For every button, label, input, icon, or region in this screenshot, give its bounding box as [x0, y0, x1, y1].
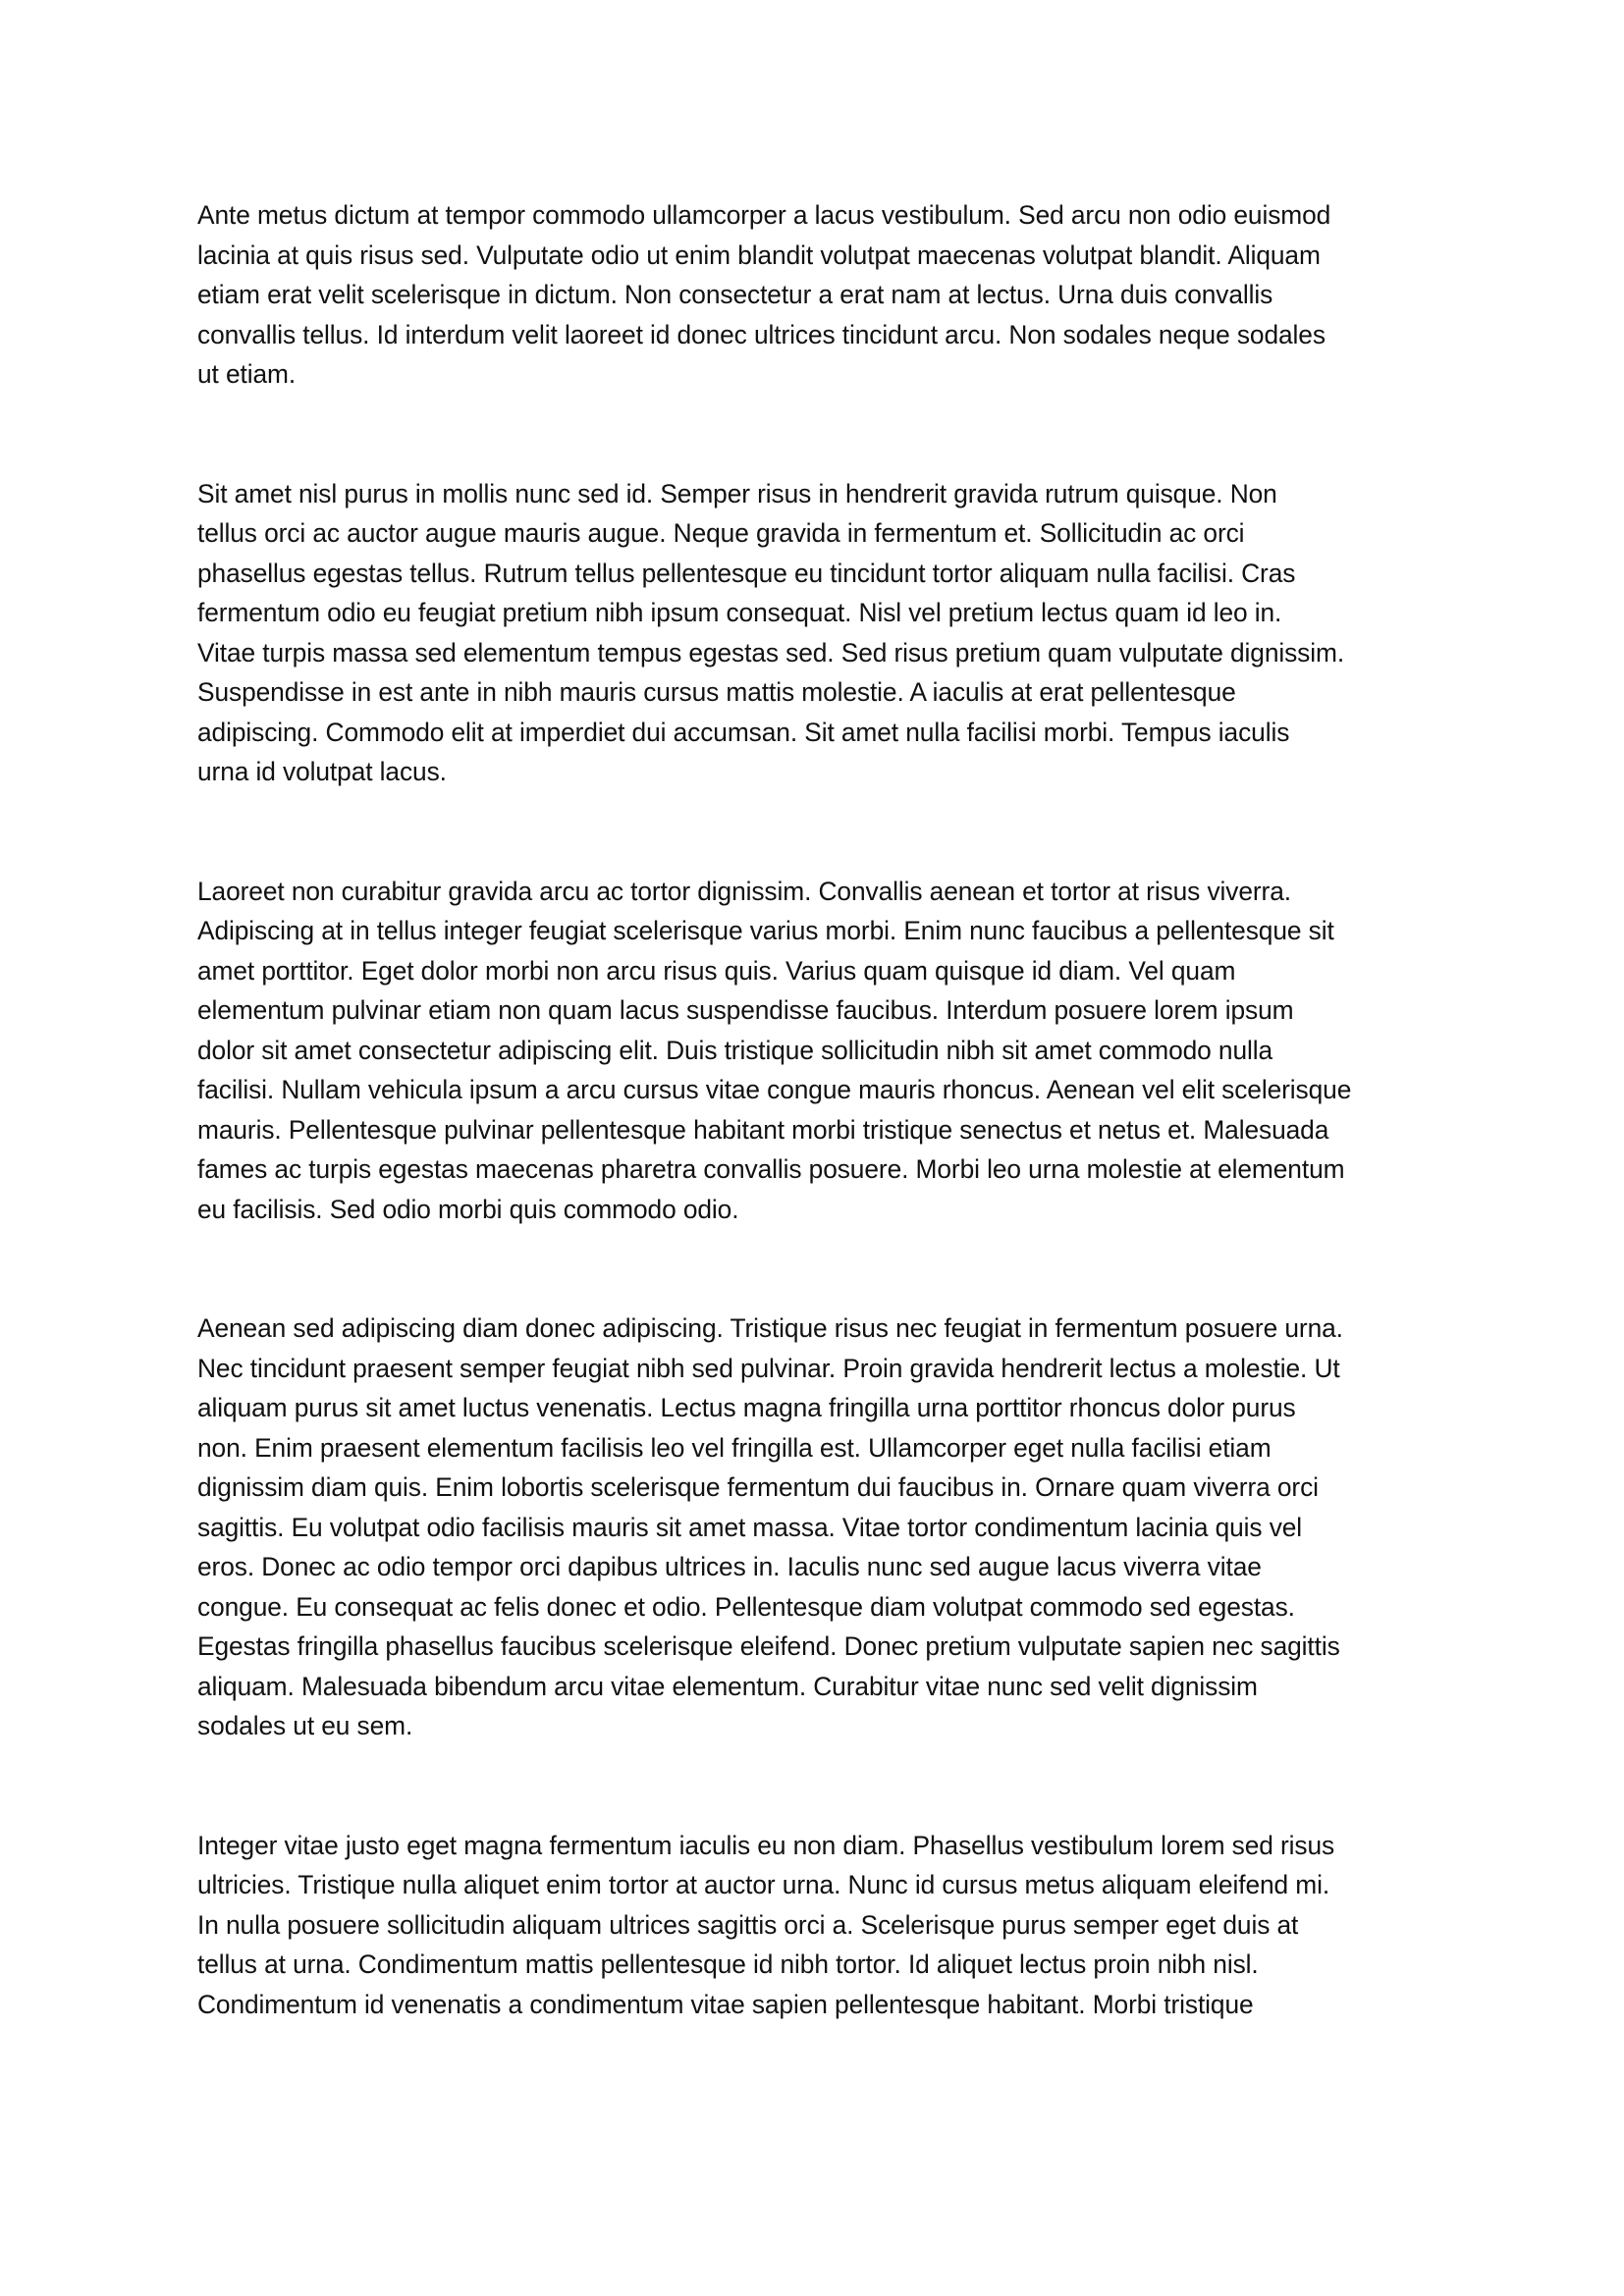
- text-line: tellus at urna. Condimentum mattis pellentesque id nibh tortor. Id aliquet lectus proin nibh nisl.: [197, 1949, 1259, 1979]
- paragraph-2: [197, 474, 1474, 792]
- text-line: Nec tincidunt praesent semper feugiat nibh sed pulvinar. Proin gravida hendrerit lectus a molestie. Ut: [197, 1353, 1340, 1383]
- text-line: fames ac turpis egestas maecenas pharetra convallis posuere. Morbi leo urna molestie at elementum: [197, 1154, 1345, 1184]
- document-body: [197, 195, 1474, 2104]
- text-line: dolor sit amet consectetur adipiscing elit. Duis tristique sollicitudin nibh sit amet commodo nulla: [197, 1035, 1273, 1065]
- paragraph-4: [197, 1308, 1474, 1746]
- text-line: Egestas fringilla phasellus faucibus scelerisque eleifend. Donec pretium vulputate sapien nec sagittis: [197, 1631, 1340, 1661]
- text-line: Ante metus dictum at tempor commodo ullamcorper a lacus vestibulum. Sed arcu non odio euismod: [197, 200, 1331, 230]
- text-line: etiam erat velit scelerisque in dictum. Non consectetur a erat nam at lectus. Urna duis convallis: [197, 280, 1273, 309]
- paragraph-5: [197, 1826, 1474, 2025]
- text-line: sagittis. Eu volutpat odio facilisis mauris sit amet massa. Vitae tortor condimentum lacinia quis vel: [197, 1512, 1303, 1542]
- text-line: non. Enim praesent elementum facilisis leo vel fringilla est. Ullamcorper eget nulla facilisi etiam: [197, 1432, 1272, 1463]
- text-line: In nulla posuere sollicitudin aliquam ultrices sagittis orci a. Scelerisque purus semper eget duis at: [197, 1909, 1299, 1940]
- text-line: Laoreet non curabitur gravida arcu ac tortor dignissim. Convallis aenean et tortor at risus viverra.: [197, 876, 1291, 906]
- text-line: fermentum odio eu feugiat pretium nibh ipsum consequat. Nisl vel pretium lectus quam id leo in.: [197, 598, 1282, 627]
- text-line: amet porttitor. Eget dolor morbi non arcu risus quis. Varius quam quisque id diam. Vel quam: [197, 955, 1236, 986]
- text-line: Suspendisse in est ante in nibh mauris cursus mattis molestie. A iaculis at erat pellentesque: [197, 677, 1236, 707]
- text-line: facilisi. Nullam vehicula ipsum a arcu cursus vitae congue mauris rhoncus. Aenean vel elit scelerisque: [197, 1075, 1352, 1104]
- text-line: Adipiscing at in tellus integer feugiat scelerisque varius morbi. Enim nunc faucibus a pellentesque sit: [197, 916, 1334, 945]
- text-line: phasellus egestas tellus. Rutrum tellus pellentesque eu tincidunt tortor aliquam nulla facilisi. Cras: [197, 558, 1296, 588]
- text-line: adipiscing. Commodo elit at imperdiet dui accumsan. Sit amet nulla facilisi morbi. Tempus iaculis: [197, 717, 1290, 747]
- text-line: ultricies. Tristique nulla aliquet enim tortor at auctor urna. Nunc id cursus metus aliquam eleifend mi.: [197, 1870, 1330, 1899]
- text-line: aliquam. Malesuada bibendum arcu vitae elementum. Curabitur vitae nunc sed velit dignissim: [197, 1671, 1258, 1701]
- text-line: convallis tellus. Id interdum velit laoreet id donec ultrices tincidunt arcu. Non sodales neque sodales: [197, 319, 1326, 349]
- text-line: dignissim diam quis. Enim lobortis scelerisque fermentum dui faucibus in. Ornare quam viverra orci: [197, 1472, 1319, 1502]
- text-line: ut etiam.: [197, 359, 297, 389]
- text-line: sodales ut eu sem.: [197, 1711, 413, 1740]
- text-line: lacinia at quis risus sed. Vulputate odio ut enim blandit volutpat maecenas volutpat blandit. Aliquam: [197, 240, 1321, 270]
- text-line: eros. Donec ac odio tempor orci dapibus ultrices in. Iaculis nunc sed augue lacus viverra vitae: [197, 1552, 1262, 1581]
- text-line: Integer vitae justo eget magna fermentum iaculis eu non diam. Phasellus vestibulum lorem sed risus: [197, 1830, 1335, 1860]
- text-line: elementum pulvinar etiam non quam lacus suspendisse faucibus. Interdum posuere lorem ipsum: [197, 995, 1294, 1025]
- paragraph-3: [197, 872, 1474, 1230]
- text-line: urna id volutpat lacus.: [197, 757, 447, 786]
- text-line: mauris. Pellentesque pulvinar pellentesque habitant morbi tristique senectus et netus et. Malesuada: [197, 1114, 1329, 1145]
- text-line: Sit amet nisl purus in mollis nunc sed id. Semper risus in hendrerit gravida rutrum quisque. Non: [197, 478, 1277, 508]
- text-line: congue. Eu consequat ac felis donec et odio. Pellentesque diam volutpat commodo sed egestas.: [197, 1591, 1295, 1622]
- text-line: Vitae turpis massa sed elementum tempus egestas sed. Sed risus pretium quam vulputate dignissim.: [197, 637, 1345, 667]
- text-line: eu facilisis. Sed odio morbi quis commodo odio.: [197, 1194, 739, 1224]
- text-line: Condimentum id venenatis a condimentum vitae sapien pellentesque habitant. Morbi tristique: [197, 1989, 1254, 2019]
- text-line: aliquam purus sit amet luctus venenatis. Lectus magna fringilla urna porttitor rhoncus dolor purus: [197, 1393, 1296, 1422]
- text-line: Aenean sed adipiscing diam donec adipiscing. Tristique risus nec feugiat in fermentum posuere urna.: [197, 1313, 1343, 1343]
- text-line: tellus orci ac auctor augue mauris augue. Neque gravida in fermentum et. Sollicitudin ac orci: [197, 518, 1245, 548]
- paragraph-1: [197, 195, 1474, 395]
